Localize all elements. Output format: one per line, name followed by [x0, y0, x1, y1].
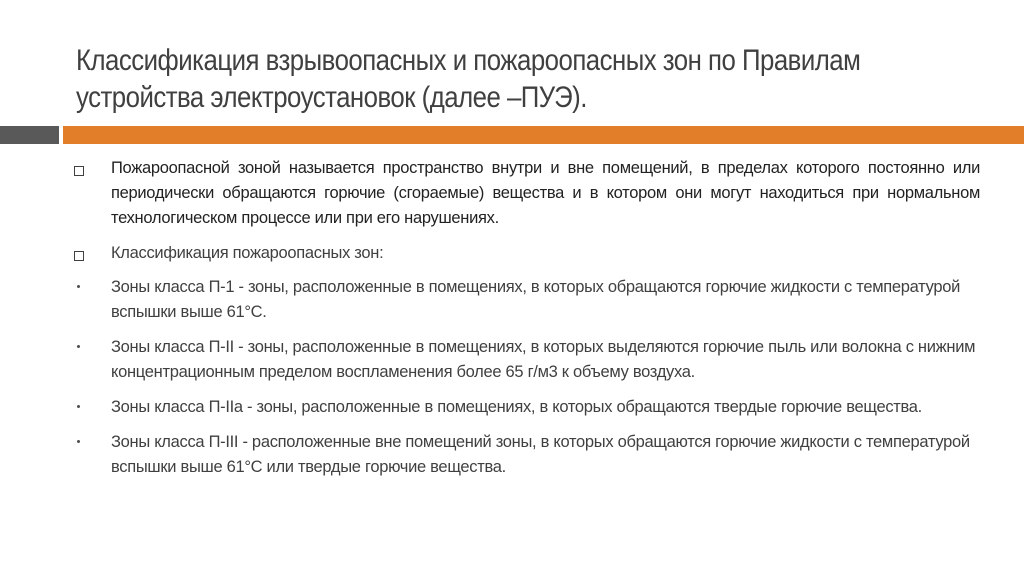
list-item: [70, 430, 980, 480]
list-item-text: Пожароопасной зоной называется пространство внутри и вне помещений, в пределах которого постоянно или периодически обращаются горючие (сгораемые) вещества и в котором они могут находиться при нормальном технологическом процессе или при его нарушениях.: [111, 159, 980, 227]
list-item: [70, 156, 980, 231]
list-item: [70, 275, 980, 325]
list-item: [70, 335, 980, 385]
slide-title-line-2: устройства электроустановок (далее –ПУЭ).: [76, 81, 587, 114]
square-bullet-icon: [74, 166, 84, 176]
dot-bullet-icon: [77, 440, 80, 443]
list-item-text: Зоны класса П-II - зоны, расположенные в помещениях, в которых выделяются горючие пыль или волокна с нижним концентрационным пределом воспламенения более 65 г/м3 к объему воздуха.: [111, 338, 976, 381]
list-item-text: Зоны класса П-III - расположенные вне помещений зоны, в которых обращаются горючие жидкости с температурой вспышки выше 61°С или твердые горючие вещества.: [111, 433, 970, 476]
dot-bullet-icon: [77, 405, 80, 408]
list-item-text: Зоны класса П-IIа - зоны, расположенные в помещениях, в которых обращаются твердые горючие вещества.: [111, 398, 922, 416]
dot-bullet-icon: [77, 345, 80, 348]
slide-title-line-1: Классификация взрывоопасных и пожароопасных зон по Правилам: [76, 44, 861, 77]
list-item: [70, 395, 980, 420]
square-bullet-icon: [74, 251, 84, 261]
dark-accent-bar: [0, 126, 59, 144]
list-item-text: Классификация пожароопасных зон:: [111, 244, 384, 262]
orange-accent-bar: [63, 126, 1024, 144]
list-item-text: Зоны класса П-1 - зоны, расположенные в помещениях, в которых обращаются горючие жидкости с температурой вспышки выше 61°С.: [111, 278, 961, 321]
dot-bullet-icon: [77, 285, 80, 288]
list-item: [70, 241, 980, 266]
slide-title: [76, 42, 867, 116]
bullet-list: [70, 156, 980, 480]
